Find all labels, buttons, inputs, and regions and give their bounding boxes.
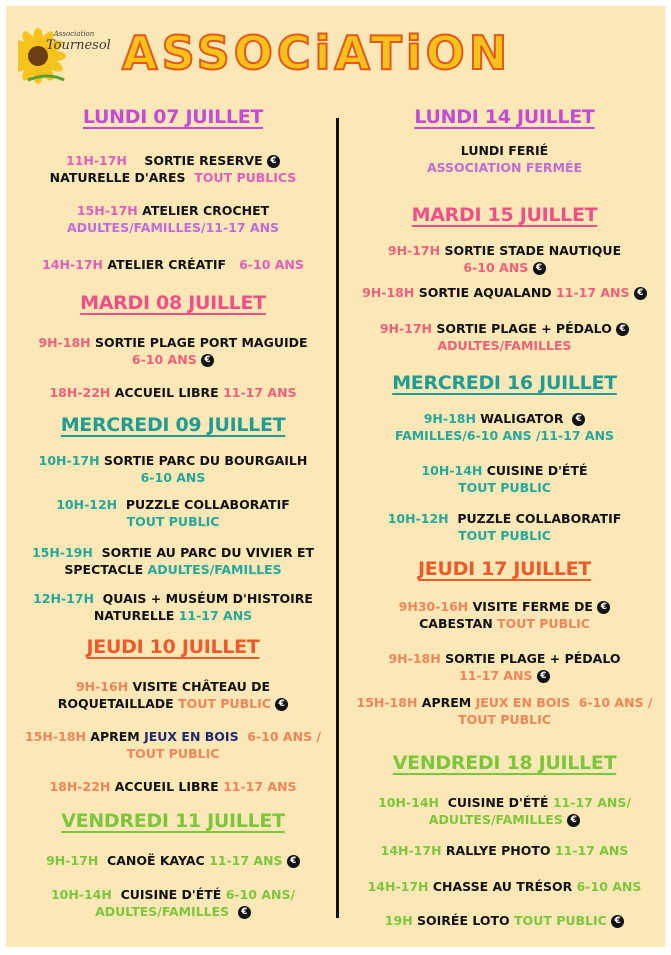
- event-time: 10H-12H: [387, 511, 449, 526]
- event-time: 10H-14H: [378, 795, 439, 810]
- event-item: [344, 242, 665, 276]
- event-item: [12, 384, 334, 401]
- event-time: 10H-17H: [38, 453, 100, 468]
- event-title-cont: SPECTACLE: [64, 562, 144, 577]
- event-title: ATELIER CRÉATIF: [107, 257, 227, 272]
- event-title: SORTIE AU PARC DU VIVIER ET: [101, 545, 315, 560]
- event-audience: 11-17 ANS: [554, 843, 629, 858]
- event-title: QUAIS + MUSÉUM D'HISTOIRE: [102, 591, 313, 606]
- event-audience: 6-10 ANS: [463, 260, 529, 275]
- event-title: SORTIE RESERVE: [144, 153, 263, 168]
- event-time: 9H30-16H: [398, 599, 469, 614]
- euro-icon: €: [238, 906, 251, 919]
- day-heading: MERCREDI 16 JUILLET: [392, 372, 617, 394]
- event-audience: TOUT PUBLIC: [126, 514, 220, 529]
- event-time: 9H-18H: [388, 651, 441, 666]
- event-title: VISITE CHÂTEAU DE: [132, 679, 271, 694]
- event-item: [344, 410, 665, 444]
- event-title: RALLYE PHOTO: [445, 843, 551, 858]
- event-audience-cont: TOUT PUBLIC: [126, 746, 220, 761]
- event-title: ACCUEIL LIBRE: [114, 385, 219, 400]
- event-audience: TOUT PUBLICS: [194, 170, 297, 185]
- event-time: 9H-17H: [387, 243, 441, 258]
- event-audience: 6-10 ANS: [131, 352, 197, 367]
- euro-icon: €: [275, 698, 288, 711]
- logo-name: Tournesol: [46, 38, 111, 53]
- event-item: [344, 694, 665, 728]
- event-item: [12, 452, 334, 486]
- event-title: CUISINE D'ÉTÉ: [486, 463, 588, 478]
- event-time: 14H-17H: [380, 843, 442, 858]
- euro-icon: €: [287, 855, 300, 868]
- event-audience: ADULTES/FAMILLES/11-17 ANS: [66, 220, 280, 235]
- event-title: WALIGATOR: [480, 411, 564, 426]
- euro-icon: €: [537, 670, 550, 683]
- event-time: 10H-12H: [56, 497, 118, 512]
- event-item: [344, 510, 665, 544]
- event-title: LUNDI FERIÉ: [460, 143, 549, 158]
- page-title: ASSOCiATiON: [122, 26, 512, 80]
- event-audience: TOUT PUBLIC: [178, 696, 271, 711]
- column-divider: [336, 118, 339, 918]
- day-heading: VENDREDI 18 JUILLET: [392, 752, 617, 774]
- event-item: [12, 544, 334, 578]
- event-time: 15H-18H: [356, 695, 418, 710]
- event-time: 9H-18H: [362, 285, 415, 300]
- event-item: [12, 590, 334, 624]
- event-item: [12, 152, 334, 186]
- event-time: 18H-22H: [49, 385, 111, 400]
- logo-small-text: Association: [53, 30, 95, 38]
- euro-icon: €: [611, 915, 624, 928]
- event-audience-cont: ADULTES/FAMILLES: [95, 904, 230, 919]
- event-title: SORTIE AQUALAND: [418, 285, 552, 300]
- event-item: [344, 650, 665, 684]
- event-time: 15H-18H: [25, 729, 86, 744]
- day-heading: JEUDI 10 JUILLET: [86, 636, 260, 658]
- event-item: [12, 728, 334, 762]
- event-item: [12, 202, 334, 236]
- event-title: VISITE FERME DE: [472, 599, 593, 614]
- event-title: APREM: [421, 695, 472, 710]
- event-title-cont: JEUX EN BOIS: [475, 695, 571, 710]
- event-audience: 11-17 ANS/: [552, 795, 631, 810]
- event-time: 9H-17H: [379, 321, 433, 336]
- event-time: 11H-17H: [66, 153, 127, 168]
- event-time: 15H-19H: [31, 545, 93, 560]
- event-audience: ADULTES/FAMILLES: [437, 338, 572, 353]
- euro-icon: €: [634, 287, 647, 300]
- flyer-page: [6, 6, 665, 947]
- event-title-cont: NATURELLE D'ARES: [49, 170, 186, 185]
- event-title: PUZZLE COLLABORATIF: [125, 497, 290, 512]
- event-audience: 11-17 ANS: [556, 285, 630, 300]
- event-time: 14H-17H: [42, 257, 104, 272]
- event-title: CUISINE D'ÉTÉ: [120, 887, 222, 902]
- event-item: [12, 678, 334, 712]
- event-time: 9H-18H: [38, 335, 91, 350]
- event-time: 9H-18H: [423, 411, 476, 426]
- event-time: 18H-22H: [49, 779, 111, 794]
- event-item: [344, 462, 665, 496]
- event-audience-cont: TOUT PUBLIC: [458, 712, 551, 727]
- day-heading: MARDI 15 JUILLET: [411, 204, 598, 226]
- event-time: 12H-17H: [33, 591, 94, 606]
- event-title: SORTIE STADE NAUTIQUE: [444, 243, 622, 258]
- event-title: PUZZLE COLLABORATIF: [457, 511, 622, 526]
- event-title: CUISINE D'ÉTÉ: [447, 795, 549, 810]
- event-time: 14H-17H: [367, 879, 429, 894]
- event-time: 19H: [384, 913, 413, 928]
- event-audience: ASSOCIATION FERMÉE: [426, 160, 583, 175]
- event-item: [344, 142, 665, 176]
- euro-icon: €: [616, 323, 629, 336]
- event-item: [344, 320, 665, 354]
- event-item: [344, 912, 665, 929]
- event-title: ACCUEIL LIBRE: [114, 779, 219, 794]
- event-audience: 11-17 ANS: [178, 608, 253, 623]
- event-title-cont: NATURELLE: [93, 608, 175, 623]
- day-heading: MARDI 08 JUILLET: [80, 292, 266, 314]
- day-heading: LUNDI 07 JUILLET: [82, 106, 264, 128]
- event-audience: FAMILLES/6-10 ANS /11-17 ANS: [394, 428, 615, 443]
- event-audience: TOUT PUBLIC: [497, 616, 590, 631]
- event-item: [344, 794, 665, 828]
- euro-icon: €: [567, 814, 580, 827]
- event-item: [12, 852, 334, 869]
- event-audience: TOUT PUBLIC: [458, 528, 551, 543]
- event-audience: 6-10 ANS /: [578, 695, 653, 710]
- event-item: [12, 334, 334, 368]
- euro-icon: €: [572, 413, 585, 426]
- event-title: SORTIE PLAGE PORT MAGUIDE: [95, 335, 308, 350]
- event-audience: 6-10 ANS: [140, 470, 206, 485]
- event-time: 10H-14H: [50, 887, 112, 902]
- event-audience: 11-17 ANS: [223, 779, 297, 794]
- euro-icon: €: [267, 155, 280, 168]
- event-time: 9H-16H: [75, 679, 129, 694]
- event-audience: 11-17 ANS: [223, 385, 297, 400]
- day-heading: JEUDI 17 JUILLET: [418, 558, 591, 580]
- euro-icon: €: [533, 262, 546, 275]
- event-audience: 6-10 ANS: [576, 879, 642, 894]
- event-title: ATELIER CROCHET: [142, 203, 270, 218]
- event-audience: 11-17 ANS: [209, 853, 283, 868]
- event-item: [12, 496, 334, 530]
- header: [6, 6, 665, 96]
- event-title: CANOË KAYAC: [107, 853, 205, 868]
- event-title: CHASSE AU TRÉSOR: [432, 879, 573, 894]
- event-item: [344, 598, 665, 632]
- event-time: 10H-14H: [421, 463, 483, 478]
- event-audience: TOUT PUBLIC: [458, 480, 551, 495]
- euro-icon: €: [201, 354, 214, 367]
- day-heading: VENDREDI 11 JUILLET: [61, 810, 285, 832]
- event-item: [344, 878, 665, 895]
- event-title: SOIRÉE LOTO: [417, 913, 510, 928]
- event-title: SORTIE PLAGE + PÉDALO: [436, 321, 612, 336]
- event-item: [344, 842, 665, 859]
- event-item: [12, 778, 334, 795]
- event-item: [12, 256, 334, 273]
- event-audience: 6-10 ANS: [239, 257, 304, 272]
- event-audience: 6-10 ANS /: [247, 729, 321, 744]
- event-title: SORTIE PLAGE + PÉDALO: [445, 651, 621, 666]
- euro-icon: €: [597, 601, 610, 614]
- event-title: SORTIE PARC DU BOURGAILH: [103, 453, 308, 468]
- event-audience: 11-17 ANS: [459, 668, 533, 683]
- event-time: 9H-17H: [46, 853, 99, 868]
- event-item: [344, 284, 665, 301]
- event-time: 15H-17H: [76, 203, 138, 218]
- event-title: APREM: [90, 729, 140, 744]
- event-item: [12, 886, 334, 920]
- event-title-cont: CABESTAN: [419, 616, 493, 631]
- event-title-cont: JEUX EN BOIS: [144, 729, 239, 744]
- logo-text: [46, 30, 111, 53]
- event-audience: TOUT PUBLIC: [514, 913, 607, 928]
- event-audience: ADULTES/FAMILLES: [147, 562, 282, 577]
- day-heading: MERCREDI 09 JUILLET: [60, 414, 286, 436]
- day-heading: LUNDI 14 JUILLET: [414, 106, 595, 128]
- event-audience-cont: ADULTES/FAMILLES: [428, 812, 563, 827]
- event-audience: 6-10 ANS/: [225, 887, 296, 902]
- event-title-cont: ROQUETAILLADE: [57, 696, 174, 711]
